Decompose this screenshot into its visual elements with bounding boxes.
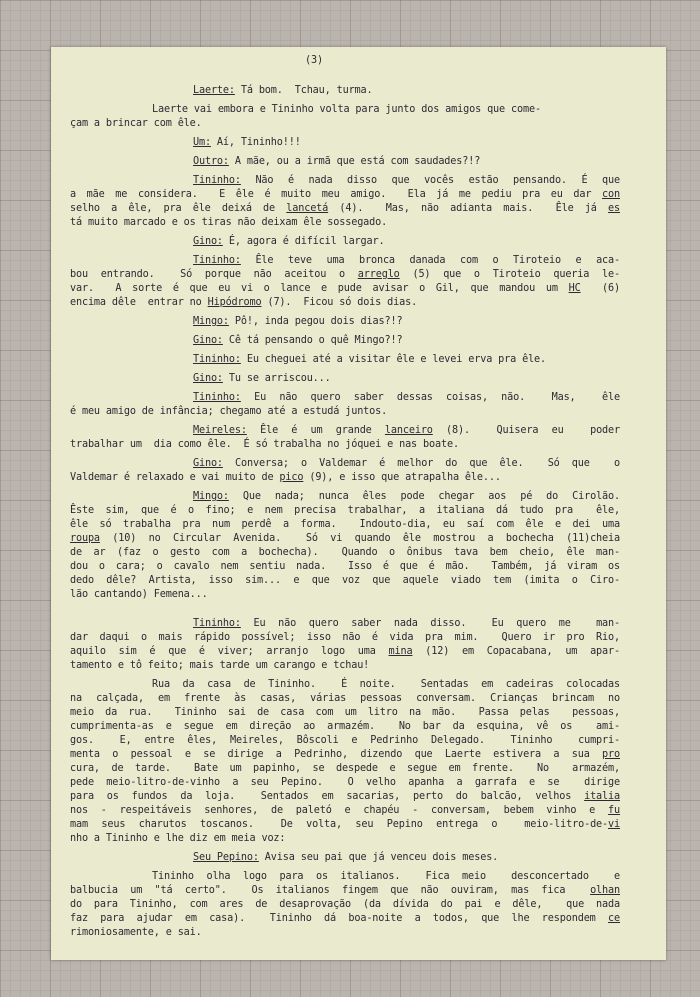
- underlined-text: olhan: [590, 885, 620, 896]
- dialogue-line: [193, 334, 402, 348]
- text-line: [70, 659, 369, 673]
- underlined-text: Mingo:: [193, 491, 229, 502]
- underlined-text: Tininho:: [193, 255, 241, 266]
- text-run: (9), e isso que atrapalha êle...: [303, 472, 501, 483]
- text-run: dar daqui o mais rápido possível; isso não é vida pra mim. Quero ir pro Rio,: [70, 632, 620, 643]
- underlined-text: mina: [388, 646, 413, 657]
- text-line: [70, 776, 620, 790]
- dialogue-line: [193, 353, 546, 367]
- text-run: (8). Quisera eu poder: [432, 425, 621, 436]
- text-line: [70, 588, 208, 602]
- text-line: [70, 471, 501, 485]
- text-run: de ar (faz o gesto com a bochecha). Quando o ônibus tava bem cheio, êle man-: [70, 547, 620, 558]
- text-run: nho a Tininho e lhe diz em meia voz:: [70, 833, 286, 844]
- text-run: Êle teve uma bronca danada com o Tiroteio e aca-: [240, 255, 620, 266]
- dialogue-line: [193, 424, 620, 438]
- text-line: [70, 762, 620, 776]
- text-run: balbucia um "tá certo". Os italianos fingem que não ouviram, mas fica: [70, 885, 591, 896]
- text-line: [70, 296, 417, 310]
- text-line: [70, 912, 620, 926]
- underlined-text: Tininho:: [193, 354, 241, 365]
- text-run: Avisa seu pai que já venceu dois meses.: [258, 852, 499, 863]
- text-run: Tu se arriscou...: [222, 373, 331, 384]
- text-run: bou entrando. Só porque não aceitou o: [70, 269, 358, 280]
- underlined-text: Gino:: [193, 458, 223, 469]
- typewritten-page: [51, 47, 666, 960]
- underlined-text: ce: [608, 913, 620, 924]
- underlined-text: Meireles:: [193, 425, 247, 436]
- text-run: gos. E, entre êles, Meireles, Bôscoli e Pedrinho Delegado. Tininho cumpri-: [70, 735, 620, 746]
- text-line: [152, 870, 620, 884]
- page-number: [305, 54, 323, 68]
- text-line: [70, 804, 620, 818]
- text-line: [70, 574, 620, 588]
- text-line: [70, 216, 387, 230]
- underlined-text: Seu Pepino:: [193, 852, 259, 863]
- text-line: [70, 504, 620, 518]
- text-run: Êle é um grande: [246, 425, 385, 436]
- text-line: [70, 268, 620, 282]
- dialogue-line: [193, 254, 620, 268]
- text-run: tamento e tô feito; mais tarde um carango e tchau!: [70, 660, 370, 671]
- dialogue-line: [193, 84, 373, 98]
- text-line: [70, 405, 387, 419]
- underlined-text: Mingo:: [193, 316, 229, 327]
- text-run: (7). Ficou só dois dias.: [261, 297, 418, 308]
- text-line: [70, 202, 620, 216]
- text-run: Eu não quero saber dessas coisas, não. Mas, êle: [240, 392, 620, 403]
- text-line: [152, 103, 541, 117]
- text-line: [70, 188, 620, 202]
- text-run: A mãe, ou a irmã que está com saudades?!?: [228, 156, 481, 167]
- dialogue-line: [193, 617, 620, 631]
- underlined-text: roupa: [70, 533, 100, 544]
- text-run: dedo dêle? Artista, isso sim... e que voz que aquele viado tem (imita o Ciro-: [70, 575, 620, 586]
- dialogue-line: [193, 372, 331, 386]
- underlined-text: Gino:: [193, 236, 223, 247]
- text-run: encima dêle entrar no: [70, 297, 208, 308]
- underlined-text: Gino:: [193, 373, 223, 384]
- text-line: [70, 532, 620, 546]
- text-run: meio da rua. Tininho sai de casa com um litro na mão. Passa pelas pessoas,: [70, 707, 620, 718]
- underlined-text: pico: [279, 472, 304, 483]
- text-run: Aí, Tininho!!!: [210, 137, 301, 148]
- text-line: [70, 790, 620, 804]
- text-run: êle só trabalha pra num perdê a forma. Indouto-dia, eu saí com êle e dei uma: [70, 519, 620, 530]
- underlined-text: vi: [608, 819, 620, 830]
- text-line: [70, 438, 459, 452]
- dialogue-line: [193, 391, 620, 405]
- text-run: do para Tininho, com ares de desaprovação (da dívida do pai e dêle, que nada: [70, 899, 620, 910]
- text-run: na calçada, em frente às casas, várias pessoas conversam. Crianças brincam no: [70, 693, 620, 704]
- text-line: [70, 706, 620, 720]
- text-line: [70, 692, 620, 706]
- text-run: É, agora é difícil largar.: [222, 236, 385, 247]
- text-line: [70, 832, 285, 846]
- text-run: (3): [305, 55, 323, 66]
- text-run: Conversa; o Valdemar é melhor do que êle. Só que o: [222, 458, 620, 469]
- text-line: [70, 884, 620, 898]
- text-run: Que nada; nunca êles pode chegar aos pé do Cirolão.: [228, 491, 620, 502]
- text-run: trabalhar um dia como êle. É só trabalha no jóquei e nas boate.: [70, 439, 459, 450]
- text-line: [70, 518, 620, 532]
- text-run: (4). Mas, não adianta mais. Êle já: [328, 203, 609, 214]
- text-line: [70, 560, 620, 574]
- text-run: mam seus charutos toscanos. De volta, seu Pepino entrega o meio-litro-de-: [70, 819, 609, 830]
- text-line: [70, 748, 620, 762]
- text-run: menta o pessoal e se dirige a Pedrinho, dizendo que Laerte estivera a sua: [70, 749, 603, 760]
- text-line: [70, 282, 620, 296]
- underlined-text: Tininho:: [193, 392, 241, 403]
- underlined-text: HC: [568, 283, 581, 294]
- text-line: [70, 645, 620, 659]
- text-line: [70, 546, 620, 560]
- dialogue-line: [193, 490, 620, 504]
- text-run: para os fundos da loja. Sentados em sacarias, perto do balcão, velhos: [70, 791, 585, 802]
- underlined-text: Hipódromo: [207, 297, 262, 308]
- text-line: [70, 818, 620, 832]
- underlined-text: arreglo: [357, 269, 400, 280]
- text-run: faz para ajudar em casa). Tininho dá boa-noite a todos, que lhe respondem: [70, 913, 609, 924]
- underlined-text: lanceiro: [384, 425, 433, 436]
- text-line: [70, 631, 620, 645]
- text-run: Eu não quero saber nada disso. Eu quero me man-: [240, 618, 620, 629]
- underlined-text: italia: [584, 791, 620, 802]
- text-run: nos - respeitáveis senhores, de paletó e chapéu - conversam, bebem vinho e: [70, 805, 609, 816]
- text-run: çam a brincar com êle.: [70, 118, 202, 129]
- text-run: é meu amigo de infância; chegamo até a estudá juntos.: [70, 406, 388, 417]
- underlined-text: Um:: [193, 137, 211, 148]
- dialogue-line: [193, 136, 301, 150]
- underlined-text: es: [608, 203, 620, 214]
- text-run: lão cantando) Femena...: [70, 589, 208, 600]
- text-run: Êste sim, que é o fino; e nem precisa trabalhar, a italiana dá tudo pra êle,: [70, 505, 620, 516]
- text-run: dou o cara; o cavalo nem sentiu nada. Isso é que é mão. Também, já viram os: [70, 561, 620, 572]
- text-run: Não é nada disso que vocês estão pensando. É que: [240, 175, 620, 186]
- text-run: Rua da casa de Tininho. É noite. Sentadas em cadeiras colocadas: [152, 679, 620, 690]
- text-line: [70, 734, 620, 748]
- text-run: var. A sorte é que eu vi o lance e pude avisar o Gil, que mandou um: [70, 283, 569, 294]
- dialogue-line: [193, 155, 480, 169]
- text-run: (10) no Circular Avenida. Só vi quando êle mostrou a bochecha (11)cheia: [99, 533, 620, 544]
- text-run: aquilo sim é que é viver; arranjo logo uma: [70, 646, 389, 657]
- page-text: [51, 47, 666, 960]
- text-line: [70, 926, 202, 940]
- dialogue-line: [193, 235, 384, 249]
- underlined-text: Tininho:: [193, 175, 241, 186]
- text-run: Pô!, inda pegou dois dias?!?: [228, 316, 403, 327]
- underlined-text: lancetá: [286, 203, 329, 214]
- underlined-text: fu: [608, 805, 620, 816]
- text-run: cumprimenta-as e segue em direção ao armazém. No bar da esquina, vê os ami-: [70, 721, 620, 732]
- text-run: Tininho olha logo para os italianos. Fica meio desconcertado e: [152, 871, 620, 882]
- text-run: Tá bom. Tchau, turma.: [234, 85, 373, 96]
- underlined-text: Gino:: [193, 335, 223, 346]
- text-line: [152, 678, 620, 692]
- text-run: Valdemar é relaxado e vai muito de: [70, 472, 280, 483]
- text-run: (12) em Copacabana, um apar-: [412, 646, 620, 657]
- text-run: pede meio-litro-de-vinho a seu Pepino. O velho apanha a garrafa e se dirige: [70, 777, 620, 788]
- text-run: Eu cheguei até a visitar êle e levei erva pra êle.: [240, 354, 547, 365]
- text-run: selho a êle, pra êle deixá de: [70, 203, 287, 214]
- text-line: [70, 720, 620, 734]
- underlined-text: pro: [602, 749, 620, 760]
- text-line: [70, 898, 620, 912]
- underlined-text: Outro:: [193, 156, 229, 167]
- underlined-text: Laerte:: [193, 85, 235, 96]
- text-run: tá muito marcado e os tiras não deixam êle sossegado.: [70, 217, 388, 228]
- text-run: (5) que o Tiroteio queria le-: [399, 269, 620, 280]
- text-run: Laerte vai embora e Tininho volta para junto dos amigos que come-: [152, 104, 541, 115]
- text-run: Cê tá pensando o quê Mingo?!?: [222, 335, 403, 346]
- underlined-text: Tininho:: [193, 618, 241, 629]
- dialogue-line: [193, 851, 498, 865]
- underlined-text: con: [602, 189, 620, 200]
- text-run: a mãe me considera. E êle é muito meu amigo. Ela já me pediu pra eu dar: [70, 189, 603, 200]
- text-run: (6): [580, 283, 621, 294]
- text-line: [70, 117, 202, 131]
- text-run: rimoniosamente, e sai.: [70, 927, 202, 938]
- text-run: cura, de tarde. Bate um papinho, se despede e segue em frente. No armazém,: [70, 763, 620, 774]
- dialogue-line: [193, 174, 620, 188]
- dialogue-line: [193, 457, 620, 471]
- dialogue-line: [193, 315, 402, 329]
